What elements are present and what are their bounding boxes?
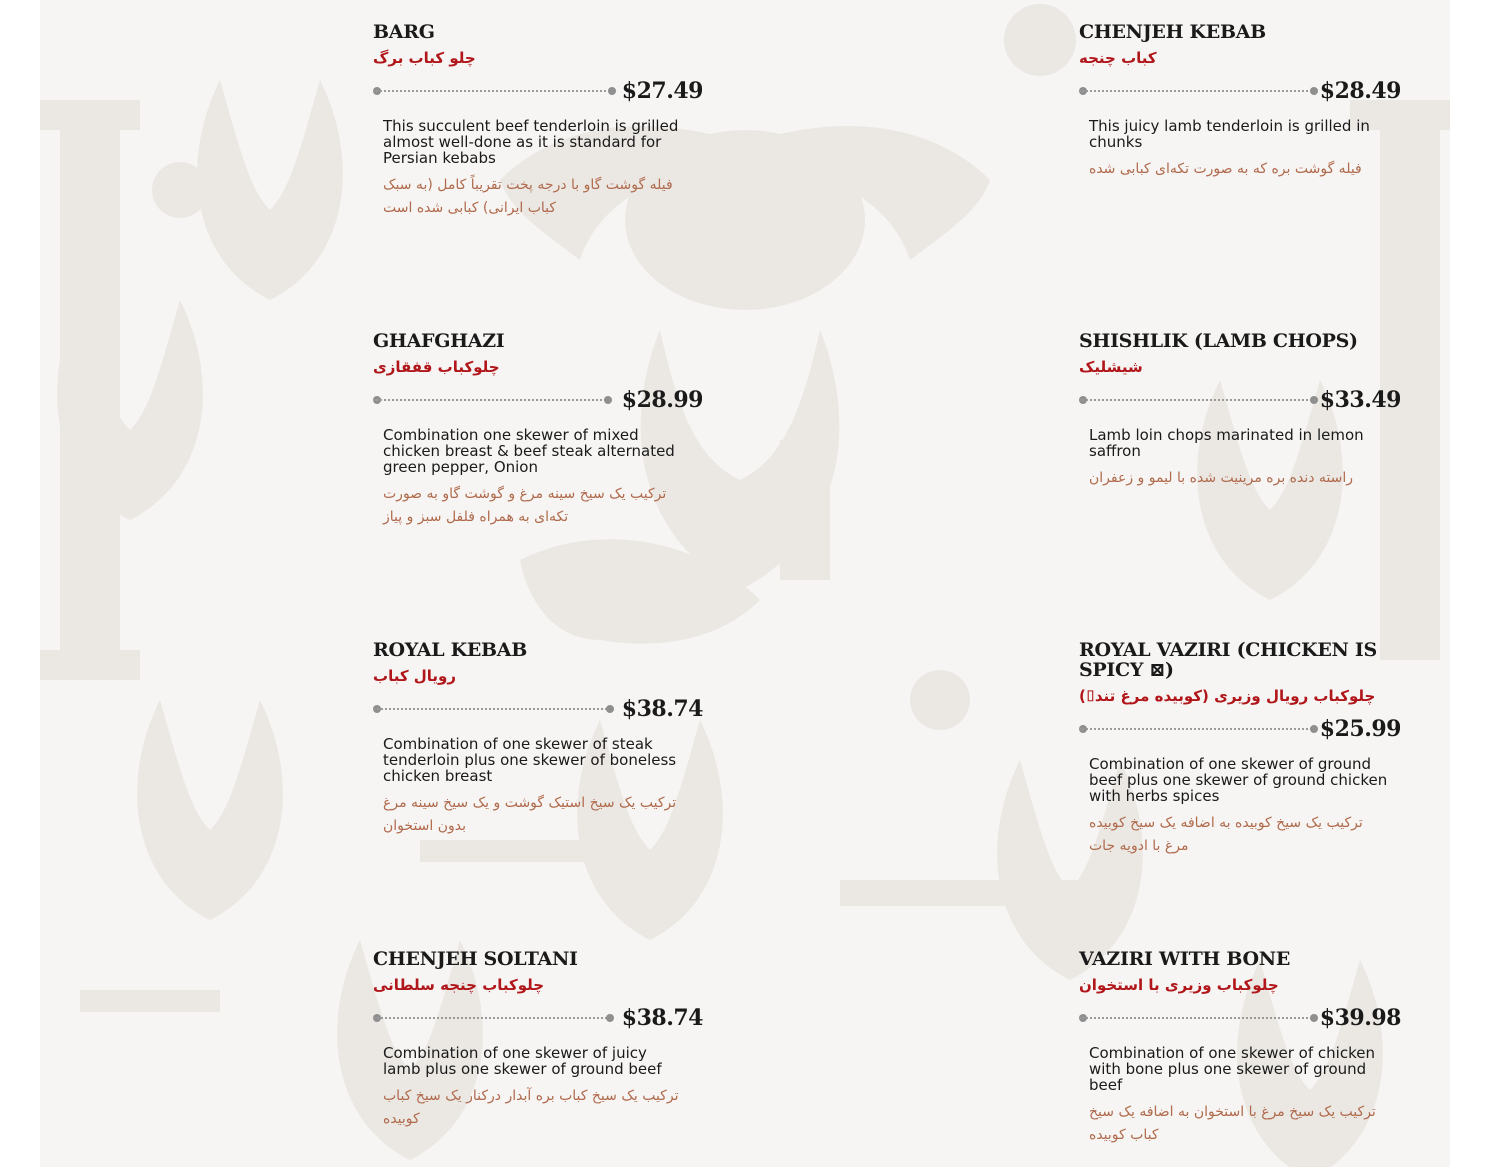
item-price: $33.49 (1319, 387, 1401, 413)
item-description-farsi: راسته دنده بره مرینیت شده با لیمو و زعفران (1089, 470, 1354, 486)
item-title-farsi: چلوکباب وزیری با استخوان (1079, 976, 1279, 994)
leader-dot-right (1310, 396, 1318, 404)
leader-dot-right (606, 705, 614, 713)
item-price: $28.49 (1319, 78, 1401, 104)
item-title: GHAFGHAZI (373, 330, 505, 352)
item-title: VAZIRI WITH BONE (1079, 948, 1291, 970)
price-row (1079, 714, 1401, 744)
item-title-farsi: شیشلیک (1079, 358, 1143, 376)
price-leader (1079, 90, 1315, 92)
item-description: Combination one skewer of mixed chicken breast & beef steak alternated green pepper, Onion (383, 426, 675, 476)
price-row (373, 1003, 703, 1033)
item-description: Lamb loin chops marinated in lemon saffron (1089, 426, 1364, 460)
menu-item-royal-vaziri (1079, 640, 1401, 858)
item-title-farsi: چلوکباب قفقازی (373, 358, 500, 376)
item-description: This succulent beef tenderloin is grilled almost well-done as it is standard for Persian kebabs (383, 117, 679, 167)
item-title: ROYAL KEBAB (373, 639, 527, 661)
item-price: $38.74 (621, 696, 703, 722)
item-description: Combination of one skewer of ground beef plus one skewer of ground chicken with herbs spices (1089, 755, 1388, 805)
leader-dot-right (606, 1014, 614, 1022)
item-title: SHISHLIK (LAMB CHOPS) (1079, 330, 1358, 352)
leader-dot-right (1310, 725, 1318, 733)
item-title-farsi: رویال کباب (373, 667, 457, 685)
price-row (373, 385, 703, 415)
price-row (373, 76, 703, 106)
price-leader (373, 708, 611, 710)
item-description-farsi: ترکیب یک سیخ استیک گوشت و یک سیخ سینه مرغ بدون استخوان (383, 795, 677, 834)
menu-item-barg (373, 22, 703, 220)
item-description-farsi: فیله گوشت بره که به صورت تکه‌ای کبابی شده (1089, 161, 1362, 177)
menu-item-royal-kebab (373, 640, 703, 838)
price-leader (1079, 728, 1315, 730)
item-description: Combination of one skewer of juicy lamb plus one skewer of ground beef (383, 1044, 662, 1078)
item-price: $39.98 (1319, 1005, 1401, 1031)
leader-dot-right (1310, 1014, 1318, 1022)
price-row (1079, 385, 1401, 415)
item-price: $25.99 (1319, 716, 1401, 742)
item-description-farsi: ترکیب یک سیخ کوبیده به اضافه یک سیخ کوبیده مرغ با ادویه جات (1089, 815, 1363, 854)
price-leader (373, 90, 613, 92)
item-description-farsi: ترکیب یک سیخ کباب بره آبدار درکنار یک سیخ کباب کوبیده (383, 1088, 679, 1127)
item-description-farsi: ترکیب یک سیخ سینه مرغ و گوشت گاو به صورت تکه‌ای به همراه فلفل سبز و پیاز (383, 486, 667, 525)
leader-dot-right (604, 396, 612, 404)
menu-item-chenjeh-soltani (373, 949, 703, 1131)
item-price: $38.74 (621, 1005, 703, 1031)
price-leader (1079, 399, 1315, 401)
item-title: CHENJEH KEBAB (1079, 21, 1266, 43)
item-title: CHENJEH SOLTANI (373, 948, 578, 970)
item-price: $27.49 (621, 78, 703, 104)
item-description-farsi: ترکیب یک سیخ مرغ با استخوان به اضافه یک سیخ کباب کوبیده (1089, 1104, 1376, 1143)
item-description: This juicy lamb tenderloin is grilled in chunks (1089, 117, 1370, 151)
item-title-farsi: چلو کباب برگ (373, 49, 476, 67)
item-description-farsi: فیله گوشت گاو با درجه پخت تقریباً کامل (به سبک کباب ایرانی) کبابی شده است (383, 177, 673, 216)
item-title-farsi: چلوکباب چنجه سلطانی (373, 976, 545, 994)
menu-item-ghafghazi (373, 331, 703, 529)
item-description: Combination of one skewer of chicken with bone plus one skewer of ground beef (1089, 1044, 1375, 1094)
price-leader (373, 399, 609, 401)
leader-dot-right (608, 87, 616, 95)
menu-item-shishlik (1079, 331, 1401, 490)
menu-page (40, 0, 1450, 1167)
item-title: BARG (373, 21, 435, 43)
item-description: Combination of one skewer of steak tenderloin plus one skewer of boneless chicken breast (383, 735, 677, 785)
item-title-farsi: چلوکباب رویال وزیری (کوبیده مرغ تند⌷) (1079, 687, 1376, 705)
item-title: ROYAL VAZIRI (CHICKEN IS SPICY ⊠) (1079, 639, 1377, 681)
menu-item-chenjeh-kebab (1079, 22, 1401, 181)
price-row (373, 694, 703, 724)
price-row (1079, 1003, 1401, 1033)
leader-dot-right (1310, 87, 1318, 95)
price-leader (1079, 1017, 1315, 1019)
menu-item-vaziri-with-bone (1079, 949, 1401, 1147)
price-row (1079, 76, 1401, 106)
price-leader (373, 1017, 611, 1019)
item-title-farsi: کباب چنجه (1079, 49, 1157, 67)
item-price: $28.99 (621, 387, 703, 413)
